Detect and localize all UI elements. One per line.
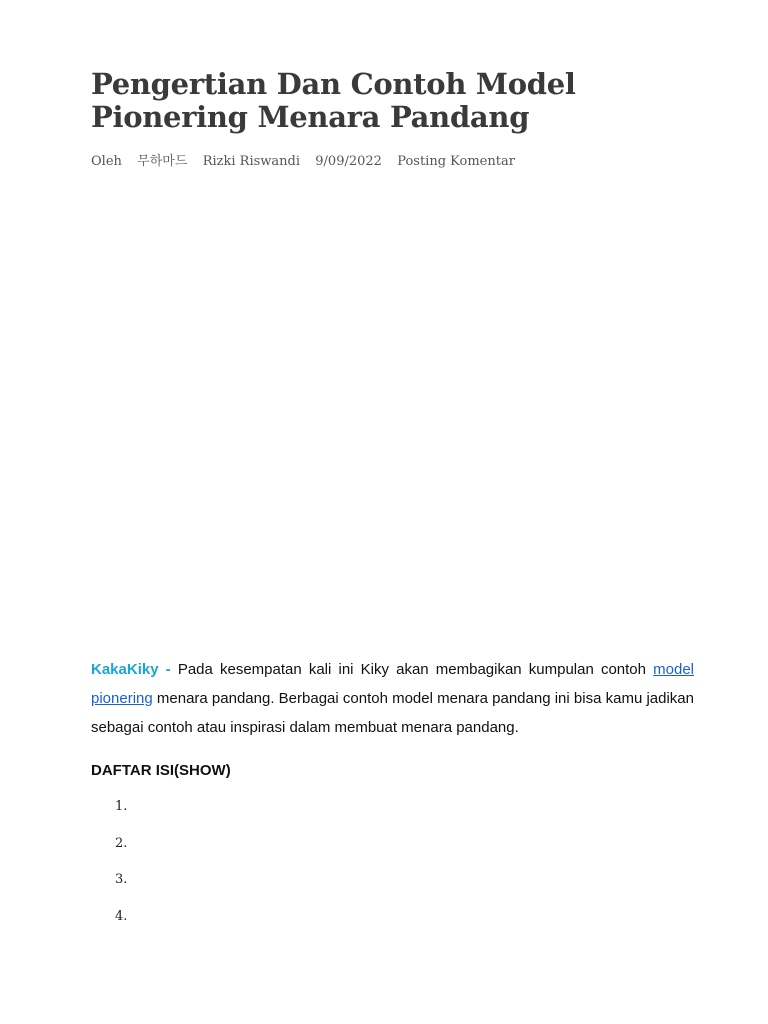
author-name[interactable]: Rizki Riswandi	[202, 154, 300, 169]
model-pionering-link[interactable]: model pionering	[91, 661, 694, 707]
brand-name: KakaKiky -	[91, 661, 171, 678]
article-meta	[91, 153, 515, 171]
intro-text-before-link: Pada kesempatan kali ini Kiky akan membagikan kumpulan contoh	[170, 661, 654, 678]
author-korean-name[interactable]: 무하마드	[137, 154, 188, 169]
toc-item[interactable]: 1.	[115, 799, 128, 814]
toc-item[interactable]: 2.	[115, 835, 128, 851]
toc-list	[115, 798, 127, 944]
article-title: Pengertian Dan Contoh Model Pionering Menara Pandang	[91, 67, 576, 134]
intro-paragraph	[91, 655, 694, 742]
toc-toggle[interactable]: DAFTAR ISI(SHOW)	[91, 762, 231, 779]
comment-link[interactable]: Posting Komentar	[397, 154, 515, 169]
post-date: 9/09/2022	[315, 154, 382, 169]
meta-by-label: Oleh	[91, 154, 122, 169]
toc-item[interactable]: 3.	[115, 872, 128, 888]
toc-item[interactable]: 4.	[115, 908, 128, 924]
intro-text-after-link: menara pandang. Berbagai contoh model menara pandang ini bisa kamu jadikan sebagai contoh atau inspirasi dalam membuat menara pandang.	[91, 690, 694, 736]
